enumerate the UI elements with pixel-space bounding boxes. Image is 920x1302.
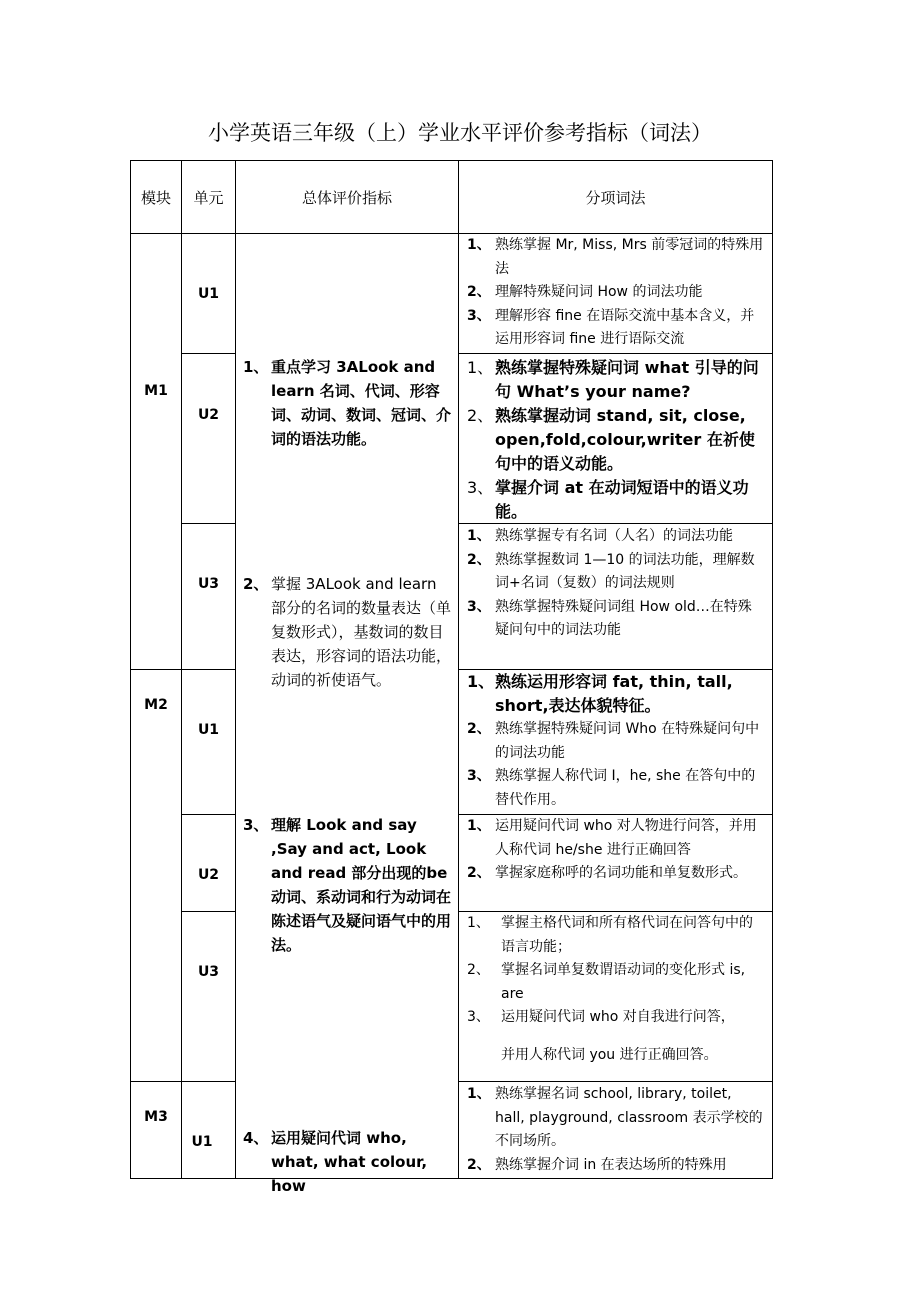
header-overall: 总体评价指标 [301,188,392,207]
list-item: 并用人称代词 you 进行正确回答。 [501,1046,718,1063]
list-item: 2、 掌握名词单复数谓语动词的变化形式 is, are [467,962,746,1002]
list-item: 1、 熟练掌握名词 school, library, toilet, hall, playground, classroom 表示学校的不同场所。 [467,1086,763,1149]
overall-item-4: 4、 运用疑问代词 who, what, what colour, how [243,1129,428,1195]
page-title: 小学英语三年级（上）学业水平评价参考指标（词法） [208,121,712,145]
unit-m3-u1: U1 [191,1134,213,1150]
list-item: 1、 熟练掌握特殊疑问词 what 引导的问句 What’s your name? [467,358,759,401]
detail-m1-u3 [467,525,765,643]
detail-m2-u2 [467,815,765,886]
list-item: 3、 理解形容 fine 在语际交流中基本含义，并运用形容词 fine 进行语际交流 [467,307,755,347]
list-item: 1、 熟练运用形容词 fat, thin, tall, short,表达体貌特征。 [467,672,733,715]
list-item: 2、 熟练掌握动词 stand, sit, close, open,fold,colour,writer 在祈使句中的语义动能。 [467,406,755,473]
overall-item-1: 1、 重点学习 3ALook and learn 名词、代词、形容词、动词、数词、冠词、介词的语法功能。 [243,358,452,448]
list-item: 1、 熟练掌握 Mr, Miss, Mrs 前零冠词的特殊用法 [467,237,764,277]
unit-m1-u1: U1 [197,286,220,302]
list-item: 1、 掌握主格代词和所有格代词在问答句中的语言功能； [467,915,753,955]
detail-m2-u1 [467,670,765,812]
overall-item-2: 2、 掌握 3ALook and learn 部分的名词的数量表达（单复数形式），基数词的数目表达，形容词的语法功能，动词的祈使语气。 [243,575,452,689]
unit-m1-u2: U2 [197,407,220,423]
list-item: 1、 熟练掌握专有名词（人名）的词法功能 [467,528,733,544]
detail-m3-u1 [467,1083,765,1177]
header-module: 模块 [140,188,171,207]
header-detail: 分项词法 [585,188,646,207]
detail-m1-u1 [467,234,765,352]
module-m3: M3 [144,1109,168,1125]
list-item: 2、 熟练掌握特殊疑问词 Who 在特殊疑问句中的词法功能 [467,721,760,761]
list-item: 2、 熟练掌握数词 1—10 的词法功能，理解数词+名词（复数）的词法规则 [467,551,755,591]
list-item: 1、 运用疑问代词 who 对人物进行问答，并用人称代词 he/she 进行正确回答 [467,818,757,858]
detail-m2-u3 [467,912,765,1067]
unit-m1-u3: U3 [197,576,220,592]
list-item: 2、 掌握家庭称呼的名词功能和单复数形式。 [467,865,747,881]
list-item: 2、 熟练掌握介词 in 在表达场所的特殊用 [467,1156,727,1173]
list-item: 3、 运用疑问代词 who 对自我进行问答， [467,1009,735,1025]
list-item: 3、 熟练掌握人称代词 I，he, she 在答句中的替代作用。 [467,768,756,808]
list-item: 3、 掌握介词 at 在动词短语中的语义功能。 [467,478,749,521]
list-item: 2、 理解特殊疑问词 How 的词法功能 [467,284,703,300]
unit-m2-u2: U2 [197,867,220,883]
overall-item-3: 3、 理解 Look and say ,Say and act, Look and read 部分出现的be 动词、系动词和行为动词在陈述语气及疑问语气中的用法。 [243,816,452,954]
module-m2: M2 [144,697,168,713]
module-m1: M1 [144,383,168,399]
unit-m2-u1: U1 [197,722,220,738]
list-item: 3、 熟练掌握特殊疑问词组 How old…在特殊疑问句中的词法功能 [467,598,752,638]
unit-m2-u3: U3 [197,964,220,980]
header-unit: 单元 [193,188,224,207]
detail-m1-u2 [467,356,765,524]
